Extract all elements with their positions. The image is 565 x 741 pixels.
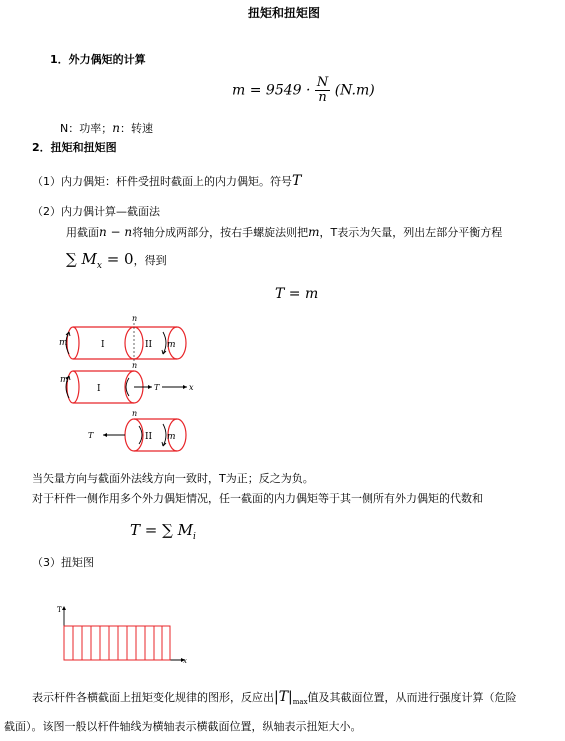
axis-x-label: x [189, 383, 194, 392]
torque-diagram-description [32, 690, 517, 709]
item2-line1-c: ，T表示为矢量，列出左部分平衡方程 [319, 226, 503, 239]
right-part-T-label: T [88, 431, 94, 440]
desc-max-sub: max [292, 698, 308, 707]
section2-heading: 2．扭矩和扭矩图 [32, 141, 117, 154]
legend-speed-text: ：转速 [119, 122, 153, 135]
item2-m-var: m [308, 225, 320, 239]
formula-legend [60, 121, 153, 136]
sum-lhs: T = ∑ M [130, 521, 193, 539]
desc-part-b: 值及其截面位置，从而进行强度计算（危险 [307, 691, 517, 704]
right-part-II-label: II [145, 432, 153, 442]
part-II-label: II [145, 340, 153, 350]
item2-line1-a: 用截面 [66, 226, 99, 239]
item2-heading: （2）内力偶计算—截面法 [32, 205, 160, 218]
formula-numerator: N [316, 75, 329, 90]
shaft-full [59, 314, 186, 370]
item3-heading: （3）扭矩图 [32, 556, 94, 569]
shaft-right-part [88, 409, 186, 451]
item2-line1 [66, 225, 502, 240]
formula-lhs: m = 9549 · [232, 82, 311, 99]
torque-diagram-description-2: 截面）。该图一般以杆件轴线为横轴表示横截面位置，纵轴表示扭矩大小。 [4, 720, 362, 733]
moment-left-label: m [59, 338, 68, 348]
item2-line1-b: 将轴分成两部分，按右手螺旋法则把 [132, 226, 309, 239]
left-part-m-label: m [60, 375, 69, 385]
sign-convention-text: 当矢量方向与截面外法线方向一致时，T为正；反之为负。 [32, 472, 314, 485]
right-part-n-label: n [132, 409, 138, 418]
formula-denominator: n [318, 90, 327, 105]
section-method-diagram [55, 310, 215, 460]
formula-fraction [315, 76, 330, 105]
legend-power-var: N [60, 122, 69, 135]
cut-label-bottom: n [132, 361, 138, 370]
torque-hatching [73, 626, 162, 660]
formula-unit: (N.m) [334, 82, 375, 99]
torque-x-label: x [183, 657, 187, 665]
legend-power-text: ：功率； [68, 122, 113, 135]
item1-text: （1）内力偶矩：杆件受扭时截面上的内力偶矩。符号 [32, 175, 292, 188]
item1-line [32, 174, 301, 189]
page-title: 扭矩和扭矩图 [248, 6, 321, 20]
desc-part-a: 表示杆件各横截面上扭矩变化规律的图形，反应出 [32, 691, 274, 704]
right-part-m-label: m [167, 432, 176, 442]
shaft-left-part [60, 371, 194, 403]
left-part-T-label: T [154, 383, 160, 392]
part-I-label: I [101, 340, 105, 350]
torque-diagram [54, 602, 194, 668]
item2-section-var: n − n [99, 225, 133, 239]
eq-rest: = 0 [101, 250, 134, 268]
equilibrium-equation [66, 249, 167, 271]
cut-label-top: n [132, 314, 138, 323]
moment-right-label: m [167, 340, 176, 350]
legend-speed-var: n [112, 121, 120, 135]
eq-sub: x [96, 261, 102, 272]
moment-formula [232, 76, 375, 105]
desc-abs-T: |T| [274, 689, 293, 705]
torque-y-label: T [57, 606, 62, 614]
sum-equation [130, 520, 196, 542]
sum-sub: i [192, 532, 196, 543]
eq-sum: ∑ M [66, 250, 97, 268]
result-equation: T = m [275, 286, 319, 302]
left-part-I-label: I [97, 384, 101, 394]
section1-heading: 1．外力偶矩的计算 [50, 53, 146, 66]
algebraic-sum-rule: 对于杆件一侧作用多个外力偶矩情况，任一截面的内力偶矩等于其一侧所有外力偶矩的代数和 [32, 492, 483, 505]
eq-after: ，得到 [133, 254, 167, 267]
item1-symbol: T [292, 173, 302, 189]
